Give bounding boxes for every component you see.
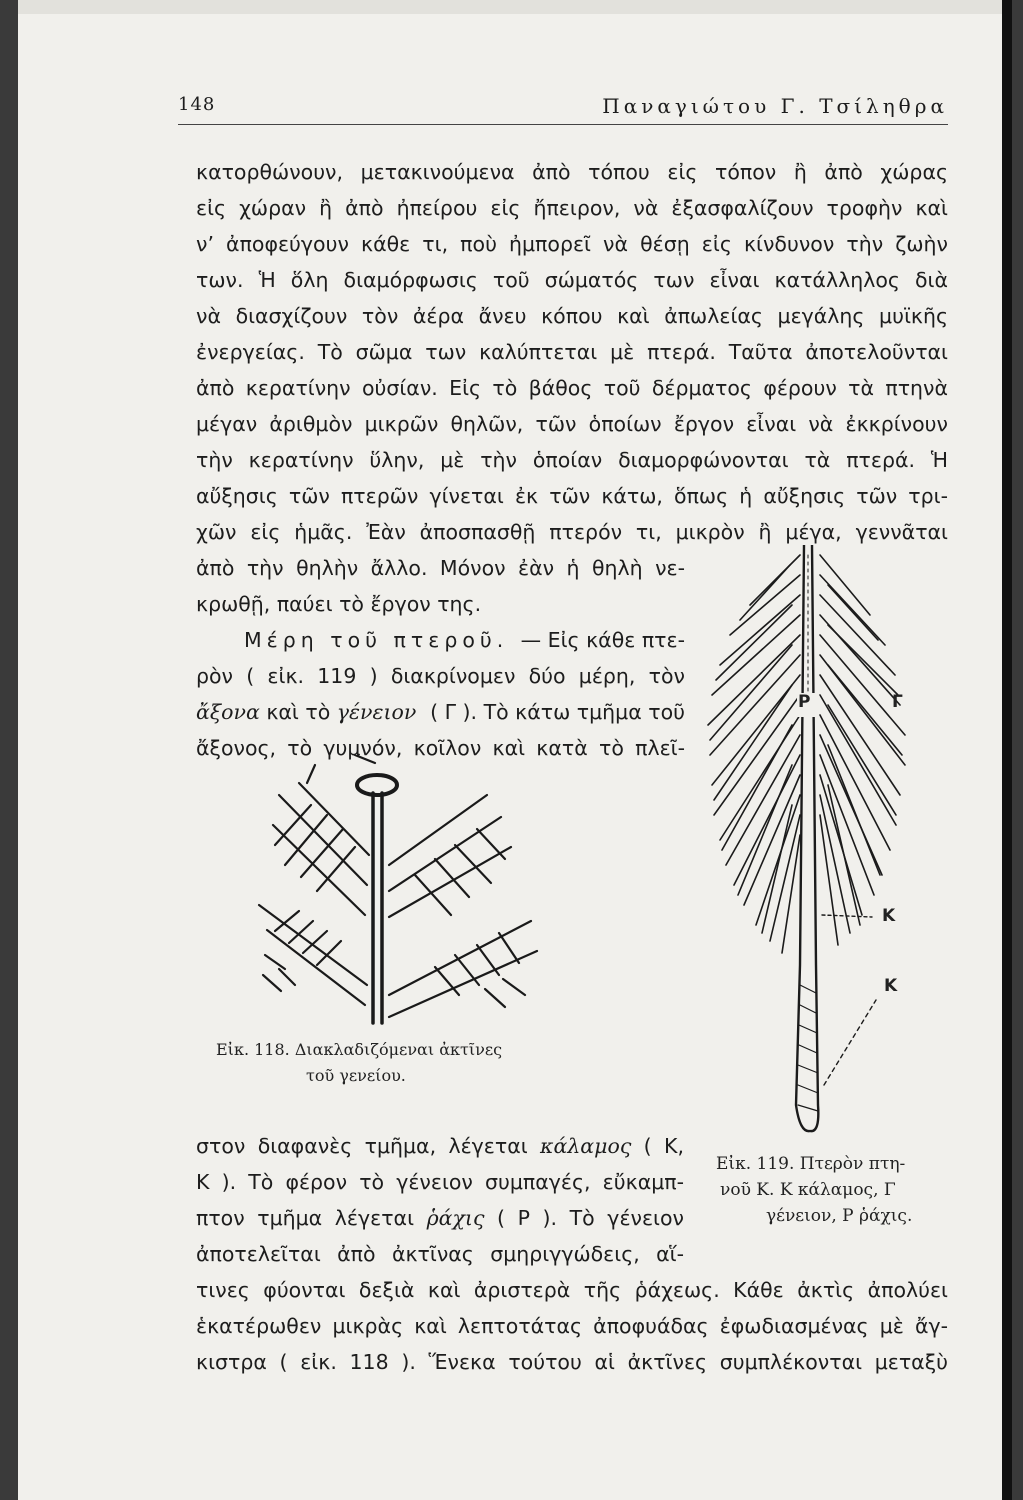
- text-line: ἀποτελεῖται ἀπὸ ἀκτῖνας σμηριγγώδεις, αἵ-: [196, 1242, 684, 1266]
- figure-119-label-rachis: Ρ: [798, 692, 811, 712]
- text-fragment: πτον τμῆμα λέγεται: [196, 1206, 427, 1230]
- figure-119-caption-line2: νοῦ Κ. Κ κάλαμος, Γ: [720, 1180, 896, 1200]
- section-heading-line: [244, 628, 685, 652]
- figure-118-caption: Εἰκ. 118. Διακλαδιζόμεναι ἀκτῖνες: [216, 1040, 503, 1059]
- figure-119-label-vane: Γ: [892, 692, 903, 712]
- figure-119-label-calamus: Κ: [882, 906, 896, 926]
- text-fragment: ( Γ ). Τὸ κάτω τμῆμα τοῦ: [430, 700, 685, 724]
- text-line: μέγαν ἀριθμὸν μικρῶν θηλῶν, τῶν ὁποίων ἔργον εἶναι νὰ ἐκκρίνουν: [196, 412, 948, 436]
- figure-119-caption: Εἰκ. 119. Πτερὸν πτη-: [716, 1154, 906, 1174]
- text-fragment: ( Κ,: [631, 1134, 684, 1158]
- text-fragment: ( Ρ ). Τὸ γένειον: [484, 1206, 684, 1230]
- text-line: [196, 1206, 684, 1230]
- figure-119-feather-illustration: [700, 545, 930, 1135]
- term-geneion: γένειον: [336, 700, 417, 724]
- scan-border: [1002, 0, 1012, 1500]
- page-top-edge: [18, 0, 1012, 14]
- figure-119-caption-line3: γένειον, Ρ ῥάχις.: [766, 1206, 913, 1226]
- text-line: ἄξονος, τὸ γυμνόν, κοῖλον καὶ κατὰ τὸ πλεῖ-: [196, 736, 685, 760]
- page-number: 148: [178, 94, 216, 115]
- text-line: ἀπὸ κερατίνην οὐσίαν. Εἰς τὸ βάθος τοῦ δέρματος φέρουν τὰ πτηνὰ: [196, 376, 948, 400]
- running-title: Παναγιώτου Γ. Τσίληθρα: [602, 94, 948, 118]
- figure-118-barbs-illustration: [255, 755, 545, 1030]
- text-fragment: καὶ τὸ: [259, 700, 337, 724]
- text-line: ἐνεργείας. Τὸ σῶμα των καλύπτεται μὲ πτερά. Ταῦτα ἀποτελοῦνται: [196, 340, 948, 364]
- text-line: τινες φύονται δεξιὰ καὶ ἀριστερὰ τῆς ῥάχεως. Κάθε ἀκτὶς ἀπολύει: [196, 1278, 948, 1302]
- text-line: νὰ διασχίζουν τὸν ἀέρα ἄνευ κόπου καὶ ἀπωλείας μεγάλης μυϊκῆς: [196, 304, 948, 328]
- header-rule: [178, 124, 948, 125]
- figure-118-caption-line2: τοῦ γενείου.: [306, 1066, 406, 1085]
- text-line: κατορθώνουν, μετακινούμενα ἀπὸ τόπου εἰς τόπον ἢ ἀπὸ χώρας: [196, 160, 948, 184]
- text-line: των. Ἡ ὅλη διαμόρφωσις τοῦ σώματός των εἶναι κατάλληλος διὰ: [196, 268, 948, 292]
- term-rachis: ῥάχις: [426, 1206, 485, 1230]
- text-line: [196, 700, 685, 724]
- text-line: κρωθῇ, παύει τὸ ἔργον της.: [196, 592, 482, 616]
- text-fragment: στον διαφανὲς τμῆμα, λέγεται: [196, 1134, 541, 1158]
- text-line: αὔξησις τῶν πτερῶν γίνεται ἐκ τῶν κάτω, ὅπως ἡ αὔξησις τῶν τρι-: [196, 484, 948, 508]
- term-axon: ἄξονα: [196, 700, 260, 724]
- page-header: [178, 94, 948, 122]
- text-line: χῶν εἰς ἡμᾶς. Ἐὰν ἀποσπασθῇ πτερόν τι, μικρὸν ἢ μέγα, γεννᾶται: [196, 520, 948, 544]
- text-line: εἰς χώραν ἢ ἀπὸ ἠπείρου εἰς ἤπειρον, νὰ ἐξασφαλίζουν τροφὴν καὶ: [196, 196, 948, 220]
- text-line: τὴν κερατίνην ὕλην, μὲ τὴν ὁποίαν διαμορφώνονται τὰ πτερά. Ἡ: [196, 448, 948, 472]
- text-line: [196, 1134, 684, 1158]
- text-line: ρὸν ( εἰκ. 119 ) διακρίνομεν δύο μέρη, τὸν: [196, 664, 685, 688]
- term-calamus: κάλαμος: [540, 1134, 632, 1158]
- text-fragment: — Εἰς κάθε πτε-: [520, 628, 685, 652]
- text-line: ἑκατέρωθεν μικρὰς καὶ λεπτοτάτας ἀποφυάδας ἐφωδιασμένας μὲ ἄγ-: [196, 1314, 948, 1338]
- text-line: ν’ ἀποφεύγουν κάθε τι, ποὺ ἠμπορεῖ νὰ θέσῃ εἰς κίνδυνον τὴν ζωὴν: [196, 232, 948, 256]
- text-line: κιστρα ( εἰκ. 118 ). Ἕνεκα τούτου αἱ ἀκτῖνες συμπλέκονται μεταξὺ: [196, 1350, 948, 1374]
- text-line: ἀπὸ τὴν θηλὴν ἄλλο. Μόνον ἐὰν ἡ θηλὴ νε-: [196, 556, 685, 580]
- section-heading: Μέρη τοῦ πτεροῦ.: [244, 628, 509, 652]
- figure-119-label-calamus-2: Κ: [884, 976, 898, 996]
- text-line: Κ ). Τὸ φέρον τὸ γένειον συμπαγές, εὔκαμπ-: [196, 1170, 684, 1194]
